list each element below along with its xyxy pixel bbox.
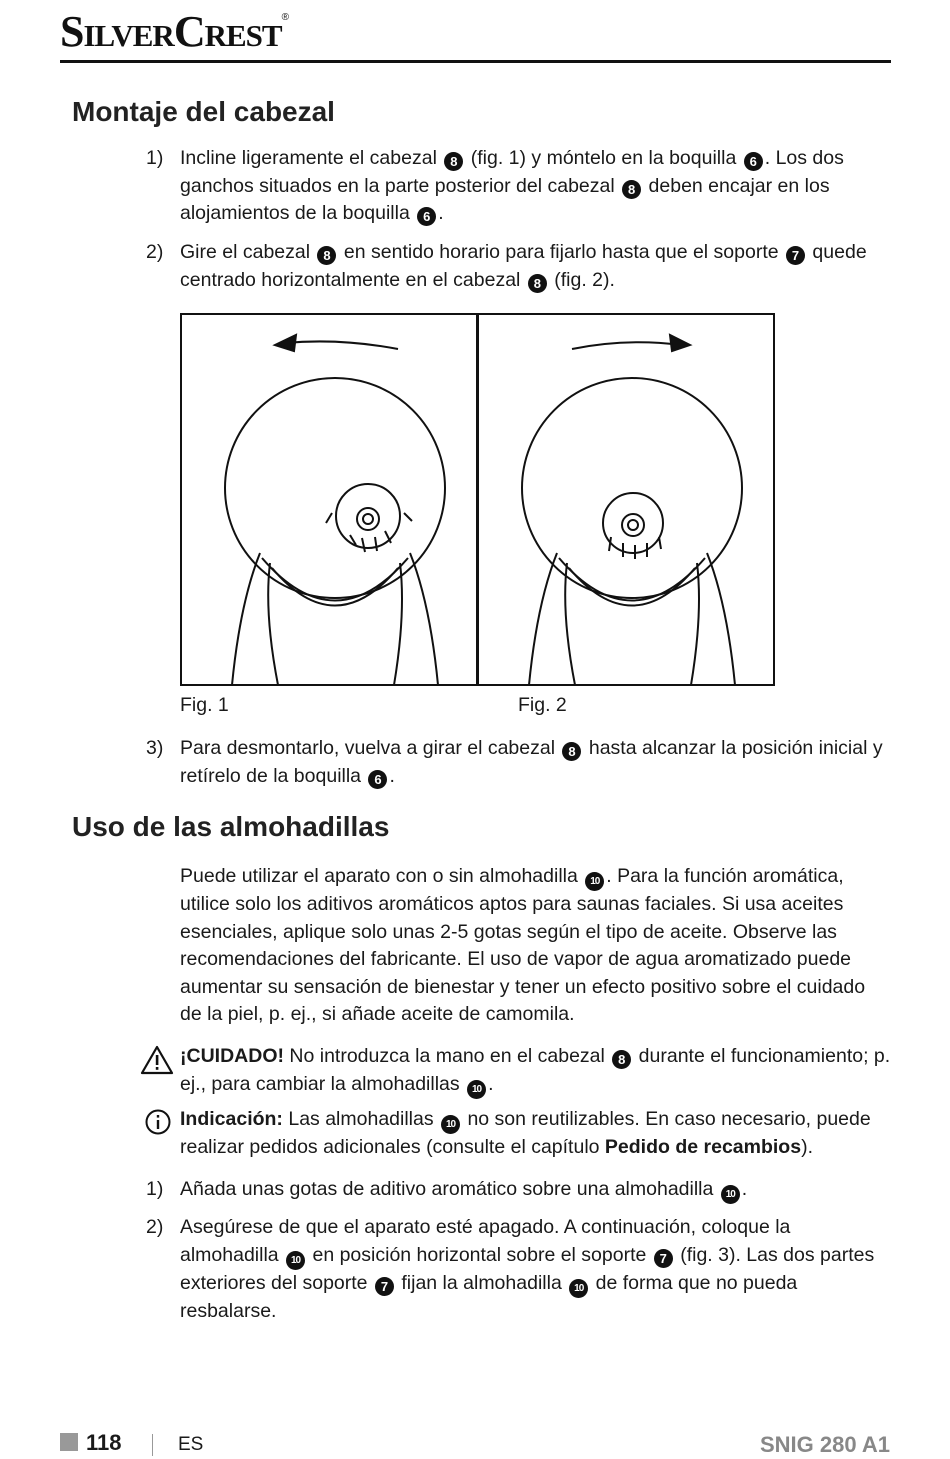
part-badge: 6: [417, 207, 436, 226]
part-badge: 8: [528, 274, 547, 293]
text-run: (fig. 2).: [548, 268, 615, 291]
text-run: fijan la almohadilla: [395, 1271, 568, 1294]
text-run: en sentido horario para fijarlo hasta que el soporte: [338, 241, 785, 263]
part-badge: 10: [441, 1115, 460, 1134]
step-1: 1) Incline ligeramente el cabezal 8 (fig. 1) y móntelo en la boquilla 6 . Los dos ganchos situados en la parte posterior del cabezal 8 deben encajar en los alojamientos de la boquilla 6 .: [146, 145, 891, 228]
part-badge: 10: [585, 872, 604, 891]
caution-note: ¡CUIDADO! No introduzca la mano en el cabezal 8 durante el funcionamiento; p. ej., para cambiar la almohadillas 10 .: [140, 1043, 892, 1099]
page-number: 118: [60, 1430, 122, 1456]
text-run: de forma que no pueda resbalarse.: [180, 1271, 798, 1322]
footer-divider: [152, 1434, 153, 1456]
text-run: . Los dos ganchos situados en la parte posterior del cabezal: [180, 147, 844, 197]
rich-text: [180, 1176, 891, 1204]
text-run: No introduzca la mano en el cabezal: [283, 1045, 611, 1067]
text-run: Incline ligeramente el cabezal: [180, 147, 443, 169]
text-run: .: [741, 1178, 748, 1200]
text-run: Para desmontarlo, vuelva a girar el cabezal: [180, 737, 561, 759]
part-badge: 8: [622, 180, 641, 199]
text-run: Asegúrese de que el aparato esté apagado. A continuación, coloque la almohadilla: [180, 1216, 791, 1266]
part-badge: 7: [786, 246, 805, 265]
text-run: quede centrado horizontalmente en el cabezal: [180, 241, 867, 291]
section-title-almohadillas: Uso de las almohadillas: [72, 811, 390, 842]
language-code: ES: [178, 1434, 204, 1455]
rich-text: [180, 1045, 890, 1095]
step-2: 2) Gire el cabezal 8 en sentido horario para fijarlo hasta que el soporte 7 quede centrado horizontalmente en el cabezal 8 (fig. 2).: [146, 239, 891, 294]
part-badge: 10: [569, 1279, 588, 1298]
rich-text: [180, 145, 891, 228]
part-badge: 8: [317, 246, 336, 265]
part-badge: 6: [368, 770, 387, 789]
text-run: .: [389, 764, 395, 787]
part-badge: 7: [654, 1249, 673, 1268]
text-run: (fig. 1) y móntelo en la boquilla: [465, 147, 742, 169]
figure-illustration: [180, 313, 776, 687]
header-rule: [60, 60, 891, 63]
text-run: durante el funcionamiento; p. ej., para cambiar la almohadillas: [180, 1045, 891, 1095]
section-title-montaje: Montaje del cabezal: [72, 96, 335, 127]
part-badge: 8: [562, 742, 581, 761]
model-number: SNIG 280 A1: [759, 1432, 890, 1457]
warning-triangle-icon: [140, 1045, 174, 1075]
rich-text: [180, 239, 891, 294]
fig1-caption: Fig. 1: [180, 694, 229, 716]
part-badge: 8: [444, 152, 463, 171]
part-badge: 10: [286, 1251, 305, 1270]
rich-text: [180, 735, 891, 790]
part-badge: 6: [744, 152, 763, 171]
text-run: Añada unas gotas de aditivo aromático sobre una almohadilla: [180, 1178, 719, 1200]
text-run: .: [438, 202, 444, 224]
step-4: 1) Añada unas gotas de aditivo aromático sobre una almohadilla 10 .: [146, 1176, 891, 1204]
text-run: . Para la función aromática, utilice solo los aditivos aromáticos aptos para saunas faciales. Si usa aceites esenciales, aplique solo unas 2-5 gotas según el tipo de aceite. Observe las recomendaciones del fabricante. El uso de vapor de agua aromatizado puede aumentar su sensación de bienestar y tener un efecto positivo sobre el cuidado de la piel, p. ej., si añade aceite de camomila.: [180, 865, 866, 1025]
text-run: Puede utilizar el aparato con o sin almohadilla: [180, 865, 584, 887]
text-run: (fig. 3). Las dos partes exteriores del soporte: [180, 1243, 875, 1294]
fig2-caption: Fig. 2: [518, 694, 567, 716]
text-run: en posición horizontal sobre el soporte: [307, 1243, 652, 1266]
text-run: .: [488, 1072, 494, 1095]
info-note: Indicación: Las almohadillas 10 no son reutilizables. En caso necesario, puede realizar pedidos adicionales (consulte el capítulo Pedido de recambios).: [140, 1106, 892, 1162]
rich-text: [180, 1214, 891, 1325]
step-5: 2) Asegúrese de que el aparato esté apagado. A continuación, coloque la almohadilla 10 en posición horizontal sobre el soporte 7 (fig. 3). Las dos partes exteriores del soporte 7 fijan la almohadilla 10 de forma que no pueda resbalarse.: [146, 1214, 891, 1325]
part-badge: 7: [375, 1277, 394, 1296]
part-badge: 8: [612, 1050, 631, 1069]
text-run: deben encajar en los alojamientos de la boquilla: [180, 174, 830, 224]
intro-paragraph: [180, 863, 892, 1029]
brand-logo: SilverCrest®: [60, 7, 288, 56]
rich-text: [180, 865, 865, 1025]
step-3: 3) Para desmontarlo, vuelva a girar el cabezal 8 hasta alcanzar la posición inicial y retírelo de la boquilla 6 .: [146, 735, 891, 790]
text-run: Gire el cabezal: [180, 241, 316, 263]
text-run: hasta alcanzar la posición inicial y retírelo de la boquilla: [180, 737, 883, 787]
info-icon: [144, 1108, 172, 1136]
part-badge: 10: [721, 1185, 740, 1204]
part-badge: 10: [467, 1080, 486, 1099]
